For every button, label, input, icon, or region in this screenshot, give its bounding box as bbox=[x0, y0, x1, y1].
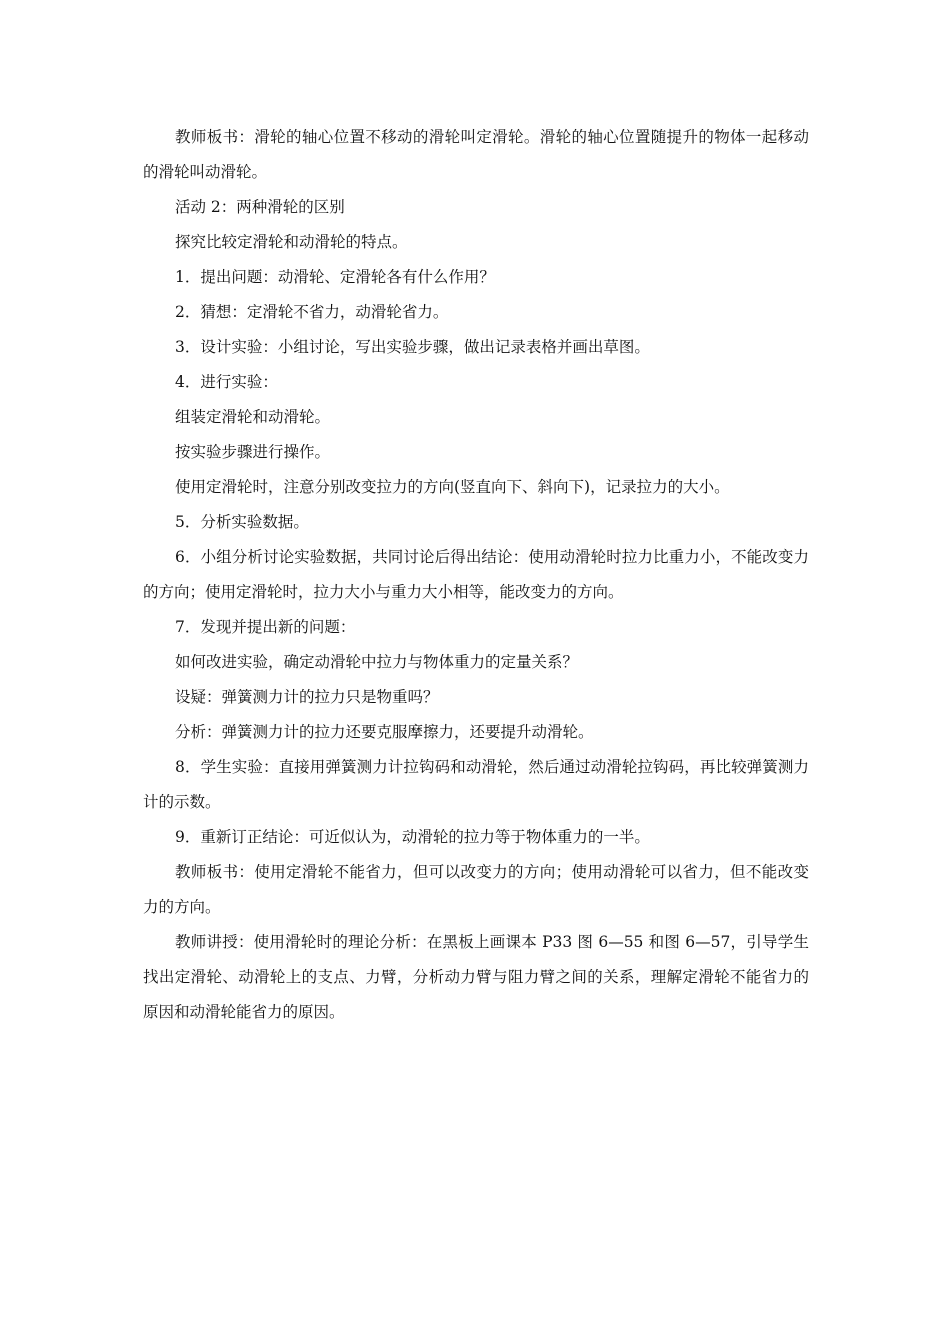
paragraph-activity-2: 活动 2：两种滑轮的区别 bbox=[175, 198, 345, 216]
paragraph-teacher-lecture: 教师讲授：使用滑轮时的理论分析：在黑板上画课本 P33 图 6—55 和图 6—57，引导学生找出定滑轮、动滑轮上的支点、力臂，分析动力臂与阻力臂之间的关系，理解定滑轮不能省力的原因和动滑轮能省力的原因。 bbox=[143, 933, 809, 1021]
paragraph-assemble: 组装定滑轮和动滑轮。 bbox=[175, 408, 331, 426]
paragraph-step-5: 5．分析实验数据。 bbox=[175, 513, 309, 531]
paragraph-analysis: 分析：弹簧测力计的拉力还要克服摩擦力，还要提升动滑轮。 bbox=[175, 723, 594, 741]
paragraph-step-4: 4．进行实验： bbox=[175, 373, 278, 391]
paragraph-operate: 按实验步骤进行操作。 bbox=[175, 443, 331, 461]
paragraph-board-conclusion: 教师板书：使用定滑轮不能省力，但可以改变力的方向；使用动滑轮可以省力，但不能改变力的方向。 bbox=[143, 863, 809, 916]
paragraph-improve-question: 如何改进实验，确定动滑轮中拉力与物体重力的定量关系？ bbox=[175, 653, 579, 671]
paragraph-fixed-pulley-note: 使用定滑轮时，注意分别改变拉力的方向(竖直向下、斜向下)，记录拉力的大小。 bbox=[175, 478, 730, 496]
paragraph-step-3: 3．设计实验：小组讨论，写出实验步骤，做出记录表格并画出草图。 bbox=[175, 338, 650, 356]
paragraph-doubt: 设疑：弹簧测力计的拉力只是物重吗？ bbox=[175, 688, 439, 706]
paragraph-step-8: 8．学生实验：直接用弹簧测力计拉钩码和动滑轮，然后通过动滑轮拉钩码，再比较弹簧测力计的示数。 bbox=[143, 758, 809, 811]
paragraph-step-9: 9．重新订正结论：可近似认为，动滑轮的拉力等于物体重力的一半。 bbox=[175, 828, 650, 846]
document-body bbox=[143, 120, 809, 1030]
paragraph-step-7: 7．发现并提出新的问题： bbox=[175, 618, 356, 636]
paragraph-explore: 探究比较定滑轮和动滑轮的特点。 bbox=[175, 233, 408, 251]
paragraph-step-2: 2．猜想：定滑轮不省力，动滑轮省力。 bbox=[175, 303, 449, 321]
paragraph-step-6: 6．小组分析讨论实验数据，共同讨论后得出结论：使用动滑轮时拉力比重力小，不能改变力的方向；使用定滑轮时，拉力大小与重力大小相等，能改变力的方向。 bbox=[143, 548, 809, 601]
paragraph-step-1: 1．提出问题：动滑轮、定滑轮各有什么作用？ bbox=[175, 268, 495, 286]
paragraph-board-definition: 教师板书：滑轮的轴心位置不移动的滑轮叫定滑轮。滑轮的轴心位置随提升的物体一起移动的滑轮叫动滑轮。 bbox=[143, 128, 809, 181]
